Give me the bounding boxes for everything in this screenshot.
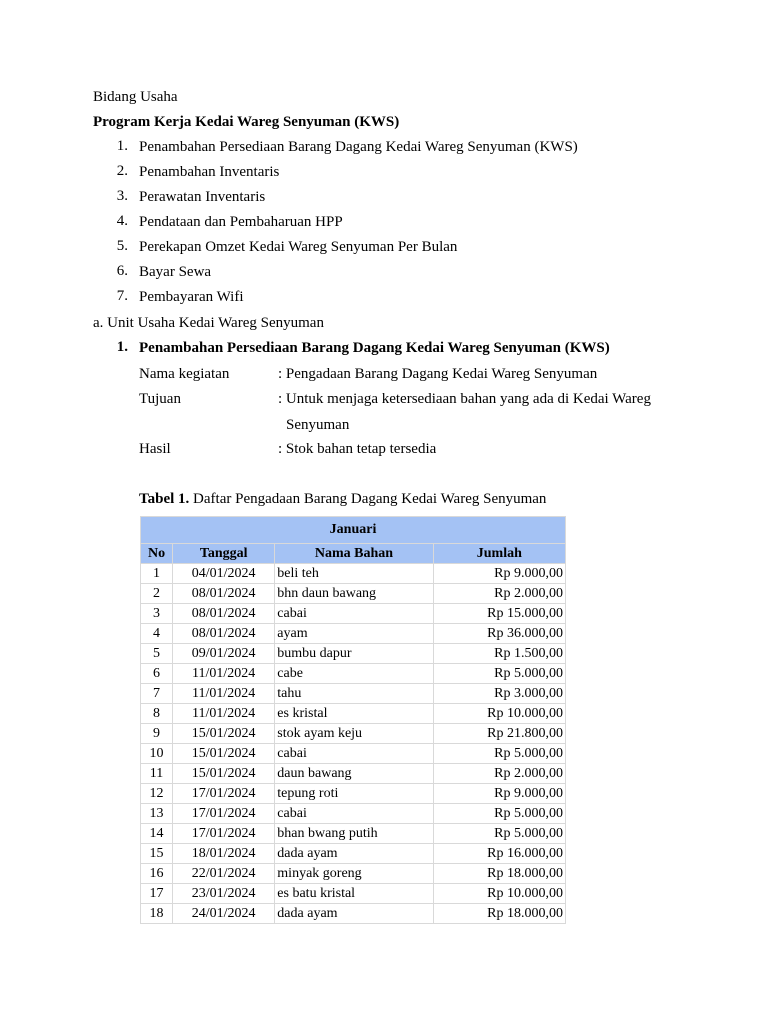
field-value-continued: Senyuman [286,417,350,433]
list-number: 3. [116,188,128,204]
cell-nama-bahan: es kristal [275,704,433,724]
list-text: Bayar Sewa [139,264,212,280]
table-row [141,584,566,604]
field-value: : Pengadaan Barang Dagang Kedai Wareg Senyuman [278,366,598,382]
cell-no: 8 [141,704,173,724]
cell-no: 5 [141,644,173,664]
cell-jumlah: Rp 1.500,00 [433,644,565,664]
cell-nama-bahan: stok ayam keju [275,724,433,744]
cell-jumlah: Rp 16.000,00 [433,844,565,864]
cell-jumlah: Rp 10.000,00 [433,884,565,904]
list-number: 1. [116,138,128,154]
cell-nama-bahan: es batu kristal [275,884,433,904]
cell-tanggal: 11/01/2024 [173,704,275,724]
list-number: 7. [116,288,128,304]
cell-no: 7 [141,684,173,704]
cell-tanggal: 17/01/2024 [173,784,275,804]
table-row [141,784,566,804]
cell-no: 15 [141,844,173,864]
table-row [141,864,566,884]
cell-nama-bahan: bumbu dapur [275,644,433,664]
table-row [141,904,566,924]
cell-nama-bahan: ayam [275,624,433,644]
table-row [141,644,566,664]
list-text: Penambahan Persediaan Barang Dagang Kedai Wareg Senyuman (KWS) [139,139,578,155]
list-number: 4. [116,213,128,229]
cell-nama-bahan: minyak goreng [275,864,433,884]
cell-tanggal: 08/01/2024 [173,584,275,604]
cell-no: 4 [141,624,173,644]
cell-no: 10 [141,744,173,764]
list-number: 2. [116,163,128,179]
table-row [141,804,566,824]
table-row [141,704,566,724]
cell-jumlah: Rp 15.000,00 [433,604,565,624]
cell-jumlah: Rp 21.800,00 [433,724,565,744]
list-number: 5. [116,238,128,254]
table-row [141,624,566,644]
cell-nama-bahan: cabai [275,744,433,764]
cell-jumlah: Rp 9.000,00 [433,784,565,804]
cell-no: 6 [141,664,173,684]
cell-tanggal: 08/01/2024 [173,624,275,644]
cell-jumlah: Rp 5.000,00 [433,744,565,764]
cell-tanggal: 23/01/2024 [173,884,275,904]
list-text: Perawatan Inventaris [139,189,266,205]
cell-nama-bahan: daun bawang [275,764,433,784]
cell-jumlah: Rp 3.000,00 [433,684,565,704]
cell-nama-bahan: dada ayam [275,904,433,924]
field-value: : Untuk menjaga ketersediaan bahan yang ada di Kedai Wareg [278,391,651,407]
list-number: 6. [116,263,128,279]
cell-no: 1 [141,564,173,584]
cell-jumlah: Rp 5.000,00 [433,824,565,844]
month-header: Januari [141,517,566,544]
field-label: Tujuan [139,391,181,407]
table-row [141,564,566,584]
cell-jumlah: Rp 18.000,00 [433,864,565,884]
field-value: : Stok bahan tetap tersedia [278,441,437,457]
cell-tanggal: 15/01/2024 [173,764,275,784]
cell-nama-bahan: tepung roti [275,784,433,804]
list-text: Pembayaran Wifi [139,289,244,305]
list-text: Pendataan dan Pembaharuan HPP [139,214,343,230]
cell-no: 2 [141,584,173,604]
column-header-nama-bahan: Nama Bahan [275,544,433,564]
field-label: Nama kegiatan [139,366,230,382]
cell-no: 14 [141,824,173,844]
cell-no: 12 [141,784,173,804]
table-row [141,824,566,844]
cell-nama-bahan: bhn daun bawang [275,584,433,604]
table-row [141,724,566,744]
caption-label: Tabel 1. [139,491,190,507]
cell-no: 11 [141,764,173,784]
table-month-row [141,517,566,544]
section-title: Penambahan Persediaan Barang Dagang Kedai Wareg Senyuman (KWS) [139,340,610,356]
bidang-usaha-heading: Bidang Usaha [93,89,178,105]
table-row [141,664,566,684]
cell-tanggal: 18/01/2024 [173,844,275,864]
cell-tanggal: 17/01/2024 [173,804,275,824]
cell-no: 16 [141,864,173,884]
cell-no: 3 [141,604,173,624]
cell-jumlah: Rp 2.000,00 [433,764,565,784]
cell-no: 9 [141,724,173,744]
cell-nama-bahan: tahu [275,684,433,704]
cell-jumlah: Rp 2.000,00 [433,584,565,604]
cell-tanggal: 24/01/2024 [173,904,275,924]
cell-jumlah: Rp 9.000,00 [433,564,565,584]
section-number: 1. [116,339,128,355]
procurement-table [140,516,566,924]
table-row [141,744,566,764]
cell-tanggal: 09/01/2024 [173,644,275,664]
table-header-row [141,544,566,564]
table-row [141,764,566,784]
cell-nama-bahan: dada ayam [275,844,433,864]
cell-jumlah: Rp 5.000,00 [433,664,565,684]
caption-text: Daftar Pengadaan Barang Dagang Kedai Wareg Senyuman [189,491,547,507]
cell-jumlah: Rp 18.000,00 [433,904,565,924]
program-title: Program Kerja Kedai Wareg Senyuman (KWS) [93,114,400,130]
cell-jumlah: Rp 36.000,00 [433,624,565,644]
cell-nama-bahan: cabai [275,804,433,824]
cell-nama-bahan: cabe [275,664,433,684]
cell-tanggal: 15/01/2024 [173,724,275,744]
cell-no: 17 [141,884,173,904]
list-text: Penambahan Inventaris [139,164,280,180]
column-header-jumlah: Jumlah [433,544,565,564]
unit-heading: a. Unit Usaha Kedai Wareg Senyuman [93,315,324,331]
cell-no: 13 [141,804,173,824]
cell-jumlah: Rp 10.000,00 [433,704,565,724]
cell-jumlah: Rp 5.000,00 [433,804,565,824]
cell-tanggal: 11/01/2024 [173,684,275,704]
cell-tanggal: 15/01/2024 [173,744,275,764]
table-caption [139,490,546,508]
column-header-no: No [141,544,173,564]
table-row [141,844,566,864]
cell-tanggal: 17/01/2024 [173,824,275,844]
cell-tanggal: 08/01/2024 [173,604,275,624]
cell-nama-bahan: cabai [275,604,433,624]
cell-tanggal: 11/01/2024 [173,664,275,684]
table-row [141,684,566,704]
table-row [141,604,566,624]
cell-tanggal: 22/01/2024 [173,864,275,884]
table-row [141,884,566,904]
cell-nama-bahan: beli teh [275,564,433,584]
list-text: Perekapan Omzet Kedai Wareg Senyuman Per Bulan [139,239,458,255]
column-header-tanggal: Tanggal [173,544,275,564]
field-label: Hasil [139,441,171,457]
cell-no: 18 [141,904,173,924]
cell-tanggal: 04/01/2024 [173,564,275,584]
cell-nama-bahan: bhan bwang putih [275,824,433,844]
